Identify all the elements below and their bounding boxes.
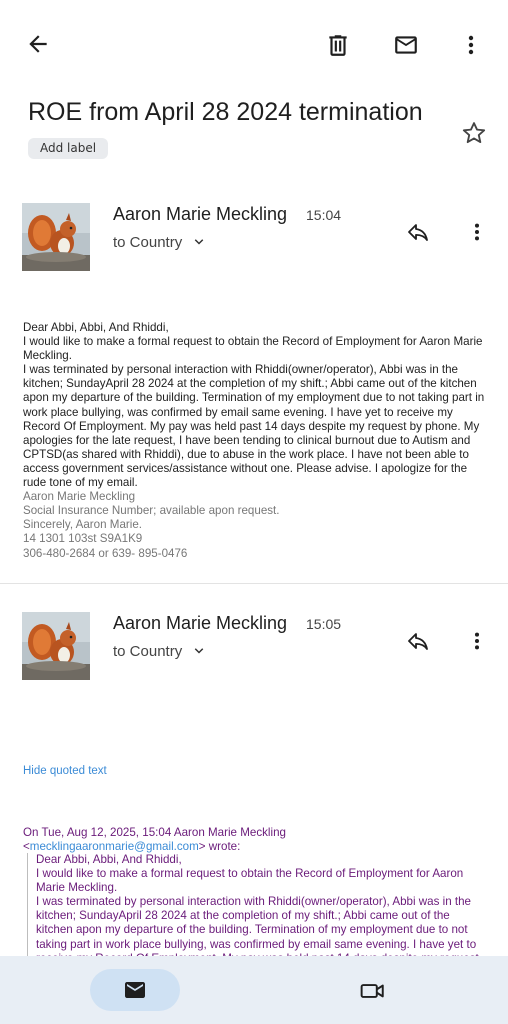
signature-line: 306-480-2684 or 639- 895-0476: [23, 546, 188, 560]
quote-attribution-text: On Tue, Aug 12, 2025, 15:04 Aaron Marie Meckling: [23, 826, 286, 839]
star-button[interactable]: [454, 113, 494, 153]
message-header[interactable]: [0, 607, 508, 687]
message-time: 15:04: [306, 207, 342, 223]
body-paragraph: I was terminated by personal interaction with Rhiddi(owner/operator), Abbi was in the kitchen; SundayApril 28 2024 at the completion of my shift.; Abbi came out of the kitchen apon my departure of the building. Termination of my employment due to not taking part in work place bullying, was confirmed by email same evening. I have yet to receive my Record Of Employment. My pay was held past 14 days despite my request by phone. My apologies for the late request, I have been tending to clinical burnout due to Autism and CPTSD(as shared with Rhiddi), due to abuse in the work place. I have not been able to access government services/assistance without one. Please advise. I apologize for the rude tone of my email.: [23, 363, 485, 490]
hide-quoted-text-link[interactable]: Hide quoted text: [23, 765, 107, 777]
delete-button[interactable]: [318, 25, 358, 65]
squirrel-avatar-image: [22, 612, 90, 680]
mail-icon: [120, 978, 150, 1002]
bottom-navigation: [0, 956, 508, 1024]
reply-icon: [404, 220, 432, 244]
body-paragraph: I would like to make a formal request to obtain the Record of Employment for Aaron Marie Meckling.: [23, 335, 483, 363]
quoted-paragraph: I would like to make a formal request to obtain the Record of Employment for Aaron Marie Meckling.: [36, 867, 464, 895]
quoted-message: [27, 853, 487, 963]
add-label-chip[interactable]: Add label: [28, 138, 108, 159]
reply-button[interactable]: [398, 212, 438, 252]
message-more-button[interactable]: [457, 212, 497, 252]
nav-meet-button[interactable]: [352, 970, 394, 1012]
nav-mail-button[interactable]: [90, 969, 180, 1011]
signature-line: Social Insurance Number; available apon request.: [23, 504, 280, 518]
sender-name: Aaron Marie Meckling: [113, 204, 288, 224]
more-options-button[interactable]: [451, 25, 491, 65]
quoted-paragraph: Dear Abbi, Abbi, And Rhiddi,: [36, 853, 182, 866]
mark-unread-button[interactable]: [386, 25, 426, 65]
reply-button[interactable]: [398, 621, 438, 661]
body-paragraph: Dear Abbi, Abbi, And Rhiddi,: [23, 321, 169, 334]
signature-line: Sincerely, Aaron Marie.: [23, 518, 142, 532]
recipients-toggle[interactable]: [113, 233, 208, 251]
top-app-bar: [0, 0, 508, 90]
more-vert-icon: [466, 220, 488, 244]
video-camera-icon: [357, 978, 389, 1004]
squirrel-avatar-image: [22, 203, 90, 271]
signature-line: Aaron Marie Meckling: [23, 490, 136, 504]
sender-name: Aaron Marie Meckling: [113, 613, 288, 633]
recipients-label: to Country: [113, 233, 183, 251]
email-subject: ROE from April 28 2024 termination: [28, 98, 423, 126]
sender-avatar[interactable]: [22, 612, 90, 680]
quoted-email-link[interactable]: mecklingaaronmarie@gmail.com: [29, 840, 199, 854]
arrow-back-icon: [25, 31, 51, 57]
recipients-toggle[interactable]: [113, 642, 208, 660]
reply-icon: [404, 629, 432, 653]
message-time: 15:05: [306, 616, 342, 632]
chevron-down-icon: [190, 642, 208, 660]
more-vert-icon: [459, 32, 483, 58]
quote-attribution: On Tue, Aug 12, 2025, 15:04 Aaron Marie Meckling <mecklingaaronmarie@gmail.com> wrote:: [23, 826, 286, 854]
message-divider: [0, 583, 508, 584]
message-more-button[interactable]: [457, 621, 497, 661]
more-vert-icon: [466, 629, 488, 653]
message-body: [23, 321, 485, 561]
signature-line: 14 1301 103st S9A1K9: [23, 532, 143, 546]
quoted-paragraph: I was terminated by personal interaction with Rhiddi(owner/operator), Abbi was in the kitchen; SundayApril 28 2024 at the completion of my shift.; Abbi came out of the kitchen apon my departure of the building. Termination of my employment due to not taking part in work place bullying, was confirmed by email same evening. I have yet to: [36, 895, 477, 951]
mail-icon: [391, 32, 421, 58]
trash-icon: [325, 31, 351, 59]
sender-avatar[interactable]: [22, 203, 90, 271]
chevron-down-icon: [190, 233, 208, 251]
back-button[interactable]: [18, 24, 58, 64]
star-outline-icon: [460, 119, 488, 147]
message-header[interactable]: [0, 198, 508, 278]
recipients-label: to Country: [113, 642, 183, 660]
quote-attribution-suffix: wrote:: [208, 840, 241, 854]
